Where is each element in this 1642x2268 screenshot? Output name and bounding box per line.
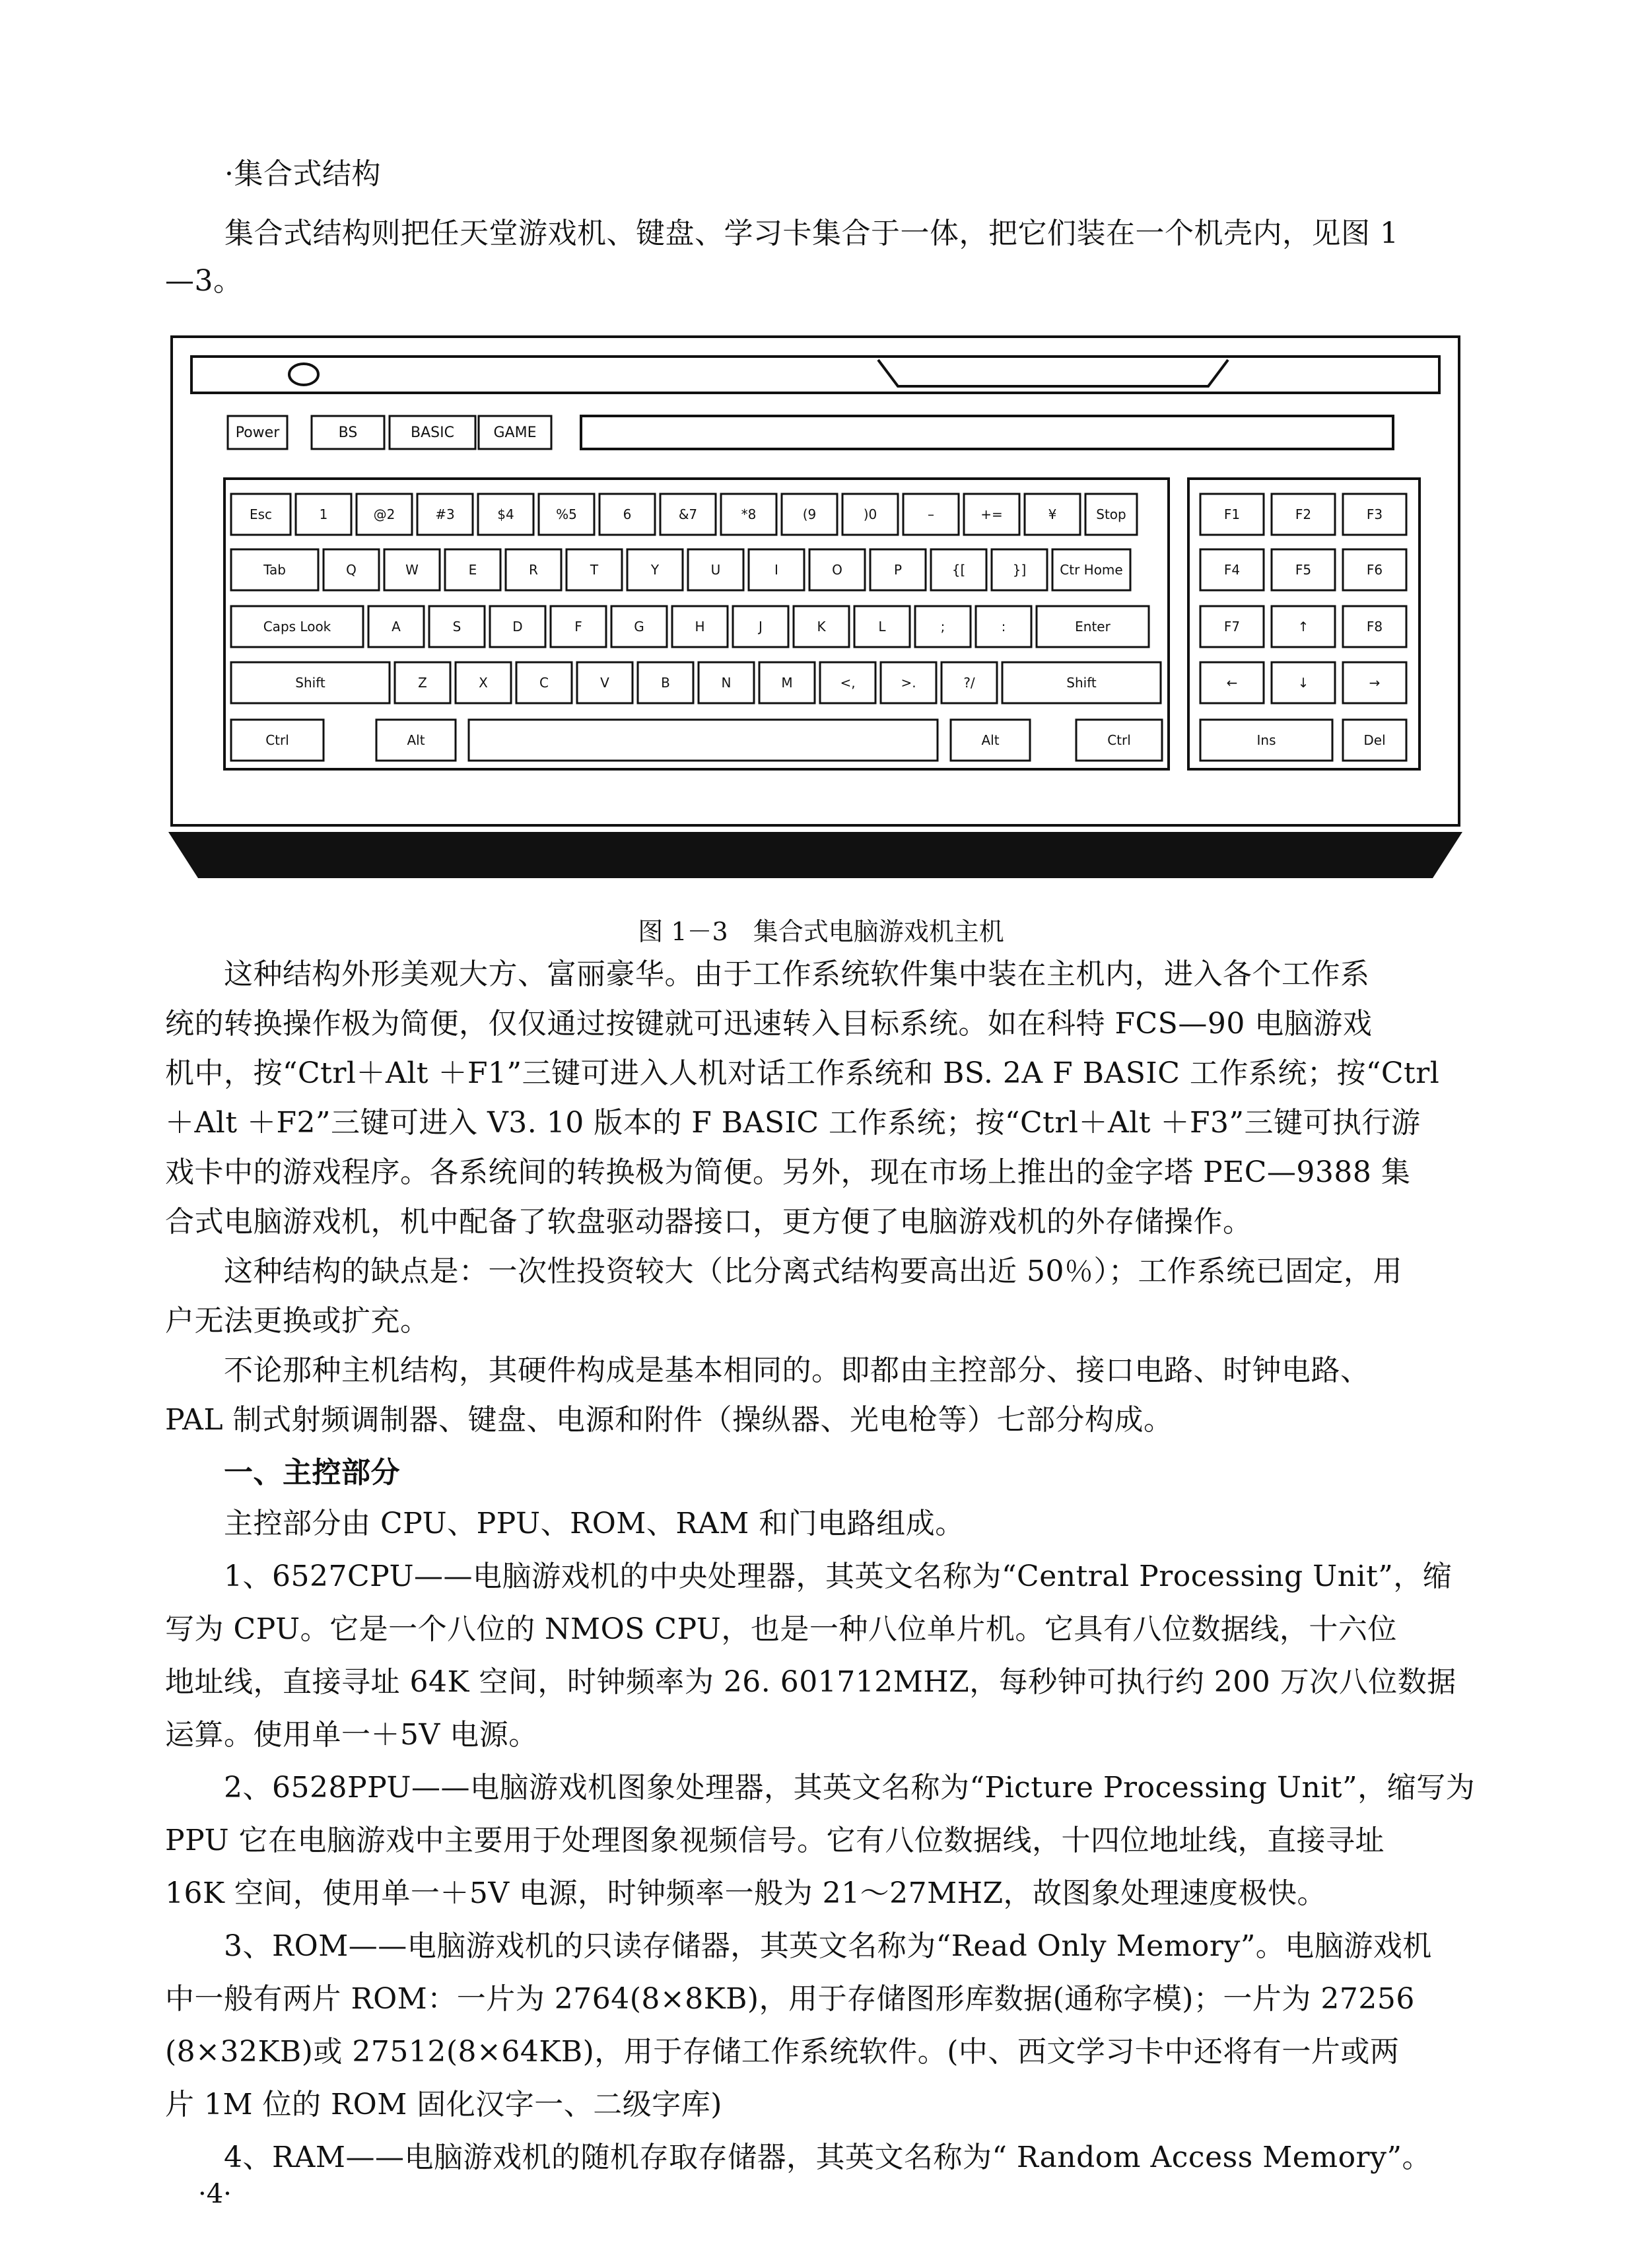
- row2-14-key-label: Ctr Home: [1060, 562, 1123, 578]
- row1-11-key-label: )0: [863, 506, 877, 522]
- del-key-label: Del: [1363, 732, 1386, 748]
- body-line-13: 4、RAM——电脑游戏机的随机存取存储器，其英文名称为“ Random Access Memory”。: [165, 2141, 1431, 2174]
- paragraph-line-5: 戏卡中的游戏程序。各系统间的转换极为简便。另外，现在市场上推出的金字塔 PEC—9388 集: [165, 1155, 1411, 1189]
- row1-7-key-label: 6: [623, 506, 632, 522]
- power-indicator-icon: [289, 364, 318, 385]
- row4-5-key-label: V: [600, 675, 609, 691]
- section-title: ·集合式结构: [224, 157, 381, 191]
- body-line-11: (8×32KB)或 27512(8×64KB)，用于存储工作系统软件。(中、西文学习卡中还将有一片或两: [165, 2035, 1400, 2069]
- row4-7-key-label: N: [721, 675, 732, 691]
- row3-2-key-label: A: [392, 619, 401, 635]
- heading-main-control: 一、主控部分: [165, 1456, 400, 1490]
- fn-2-key-label: F2: [1295, 506, 1312, 522]
- row1-3-key-label: @2: [373, 506, 395, 522]
- row3-1-key-label: Caps Look: [263, 619, 331, 635]
- fn-6-key-label: F6: [1366, 562, 1383, 578]
- row1-10-key-label: (9: [802, 506, 817, 522]
- row2-7-key-label: Y: [650, 562, 660, 578]
- intro-line-1: 集合式结构则把任天堂游戏机、键盘、学习卡集合于一体，把它们装在一个机壳内，见图 1: [224, 217, 1399, 250]
- row1-12-key-label: –: [928, 506, 934, 522]
- fn-7-key-label: F7: [1223, 619, 1241, 635]
- keyboard-base: [168, 832, 1462, 878]
- row1-13-key-label: +=: [980, 506, 1003, 522]
- row1-6-key-label: %5: [556, 506, 577, 522]
- keyboard-figure: [158, 330, 1479, 885]
- display-window: [581, 416, 1393, 449]
- fn-1-key-label: F1: [1223, 506, 1241, 522]
- row3-5-key-label: F: [574, 619, 582, 635]
- page-number: ·4·: [198, 2179, 232, 2209]
- row1-2-key-label: 1: [319, 506, 328, 522]
- row1-9-key-label: *8: [741, 506, 757, 522]
- row2-13-key-label: }]: [1012, 562, 1027, 578]
- figure-caption: 图 1－3 集合式电脑游戏机主机: [638, 917, 1004, 946]
- body-line-7: PPU 它在电脑游戏中主要用于处理图象视频信号。它有八位数据线，十四位地址线，直接寻址: [165, 1824, 1385, 1857]
- row3-11-key-label: ;: [940, 619, 945, 635]
- paragraph-line-3: 机中，按“Ctrl＋Alt ＋F1”三键可进入人机对话工作系统和 BS. 2A F BASIC 工作系统；按“Ctrl: [165, 1056, 1440, 1090]
- fn-3-key-label: F3: [1366, 506, 1383, 522]
- space-key[interactable]: [469, 720, 938, 761]
- top-button-3-key-label: BASIC: [411, 425, 454, 441]
- row3-4-key-label: D: [512, 619, 523, 635]
- row4-9-key-label: <,: [840, 675, 856, 691]
- fn-4-key-label: F4: [1223, 562, 1241, 578]
- ctrl-left-key-label: Ctrl: [265, 732, 289, 748]
- body-line-4: 地址线，直接寻址 64K 空间，时钟频率为 26. 601712MHZ，每秒钟可执行约 200 万次八位数据: [165, 1665, 1456, 1699]
- top-strip: [191, 357, 1439, 393]
- paragraph-line-6: 合式电脑游戏机，机中配备了软盘驱动器接口，更方便了电脑游戏机的外存储操作。: [165, 1205, 1252, 1239]
- intro-line-2: —3。: [165, 264, 243, 298]
- row3-3-key-label: S: [452, 619, 462, 635]
- top-button-4-key-label: GAME: [493, 425, 537, 441]
- paragraph-line-4: ＋Alt ＋F2”三键可进入 V3. 10 版本的 F BASIC 工作系统；按“Ctrl＋Alt ＋F3”三键可执行游: [165, 1106, 1421, 1140]
- body-line-8: 16K 空间，使用单一＋5V 电源，时钟频率一般为 21～27MHZ，故图象处理速度极快。: [165, 1876, 1327, 1910]
- fn-10-key-label: ←: [1226, 675, 1238, 691]
- row2-10-key-label: O: [832, 562, 842, 578]
- row2-4-key-label: E: [468, 562, 477, 578]
- row2-5-key-label: R: [529, 562, 538, 578]
- row4-6-key-label: B: [661, 675, 670, 691]
- top-button-2-key-label: BS: [338, 425, 358, 441]
- row3-10-key-label: L: [878, 619, 886, 635]
- row3-6-key-label: G: [634, 619, 644, 635]
- keyboard-body: [172, 337, 1459, 825]
- row2-3-key-label: W: [405, 562, 419, 578]
- row1-5-key-label: $4: [497, 506, 514, 522]
- fn-5-key-label: F5: [1295, 562, 1312, 578]
- cartridge-slot: [878, 360, 1228, 386]
- alt-right-key-label: Alt: [981, 732, 1000, 748]
- body-line-2: 1、6527CPU——电脑游戏机的中央处理器，其英文名称为“Central Processing Unit”，缩: [165, 1560, 1453, 1593]
- body-line-5: 运算。使用单一＋5V 电源。: [165, 1718, 538, 1752]
- paragraph-line-2: 统的转换操作极为简便，仅仅通过按键就可迅速转入目标系统。如在科特 FCS—90 电脑游戏: [165, 1007, 1373, 1041]
- fn-9-key-label: F8: [1366, 619, 1383, 635]
- row2-12-key-label: {[: [951, 562, 966, 578]
- paragraph-line-8: 户无法更换或扩充。: [165, 1304, 430, 1338]
- row3-9-key-label: K: [817, 619, 826, 635]
- alt-left-key-label: Alt: [407, 732, 425, 748]
- ctrl-right-key-label: Ctrl: [1107, 732, 1131, 748]
- ins-key-label: Ins: [1256, 732, 1276, 748]
- row1-1-key-label: Esc: [249, 506, 273, 522]
- row2-8-key-label: U: [710, 562, 721, 578]
- row3-12-key-label: :: [1001, 619, 1006, 635]
- row1-8-key-label: &7: [678, 506, 698, 522]
- row2-6-key-label: T: [590, 562, 599, 578]
- row4-11-key-label: ?/: [963, 675, 975, 691]
- row4-1-key-label: Shift: [295, 675, 325, 691]
- paragraph-line-9: 不论那种主机结构，其硬件构成是基本相同的。即都由主控部分、接口电路、时钟电路、: [165, 1354, 1370, 1387]
- paragraph-line-7: 这种结构的缺点是：一次性投资较大（比分离式结构要高出近 50％）；工作系统已固定，用: [165, 1254, 1402, 1288]
- top-button-1-key-label: Power: [235, 425, 280, 441]
- body-line-6: 2、6528PPU——电脑游戏机图象处理器，其英文名称为“Picture Processing Unit”，缩写为: [165, 1771, 1476, 1804]
- row4-4-key-label: C: [539, 675, 549, 691]
- row2-2-key-label: Q: [346, 562, 357, 578]
- row2-11-key-label: P: [893, 562, 903, 578]
- row2-1-key-label: Tab: [263, 562, 286, 578]
- row3-8-key-label: J: [759, 619, 763, 635]
- row3-7-key-label: H: [695, 619, 705, 635]
- row1-14-key-label: ¥: [1048, 506, 1057, 522]
- paragraph-line-10: PAL 制式射频调制器、键盘、电源和附件（操纵器、光电枪等）七部分构成。: [165, 1403, 1173, 1437]
- fn-11-key-label: ↓: [1297, 675, 1309, 691]
- row1-15-key-label: Stop: [1096, 506, 1126, 522]
- body-line-1: 主控部分由 CPU、PPU、ROM、RAM 和门电路组成。: [165, 1507, 965, 1540]
- paragraph-line-1: 这种结构外形美观大方、富丽豪华。由于工作系统软件集中装在主机内，进入各个工作系: [165, 957, 1370, 991]
- row1-4-key-label: #3: [435, 506, 455, 522]
- row4-10-key-label: >.: [901, 675, 916, 691]
- row4-12-key-label: Shift: [1066, 675, 1097, 691]
- row4-2-key-label: Z: [418, 675, 427, 691]
- row4-8-key-label: M: [781, 675, 793, 691]
- row3-13-key-label: Enter: [1075, 619, 1111, 635]
- body-line-10: 中一般有两片 ROM：一片为 2764(8×8KB)，用于存储图形库数据(通称字模)；一片为 27256: [165, 1982, 1415, 2016]
- body-line-9: 3、ROM——电脑游戏机的只读存储器，其英文名称为“Read Only Memory”。电脑游戏机: [165, 1929, 1432, 1963]
- body-line-12: 片 1M 位的 ROM 固化汉字一、二级字库): [165, 2088, 722, 2121]
- row2-9-key-label: I: [774, 562, 778, 578]
- body-line-3: 写为 CPU。它是一个八位的 NMOS CPU，也是一种八位单片机。它具有八位数据线，十六位: [165, 1612, 1397, 1646]
- fn-12-key-label: →: [1369, 675, 1381, 691]
- row4-3-key-label: X: [479, 675, 488, 691]
- fn-8-key-label: ↑: [1297, 619, 1309, 635]
